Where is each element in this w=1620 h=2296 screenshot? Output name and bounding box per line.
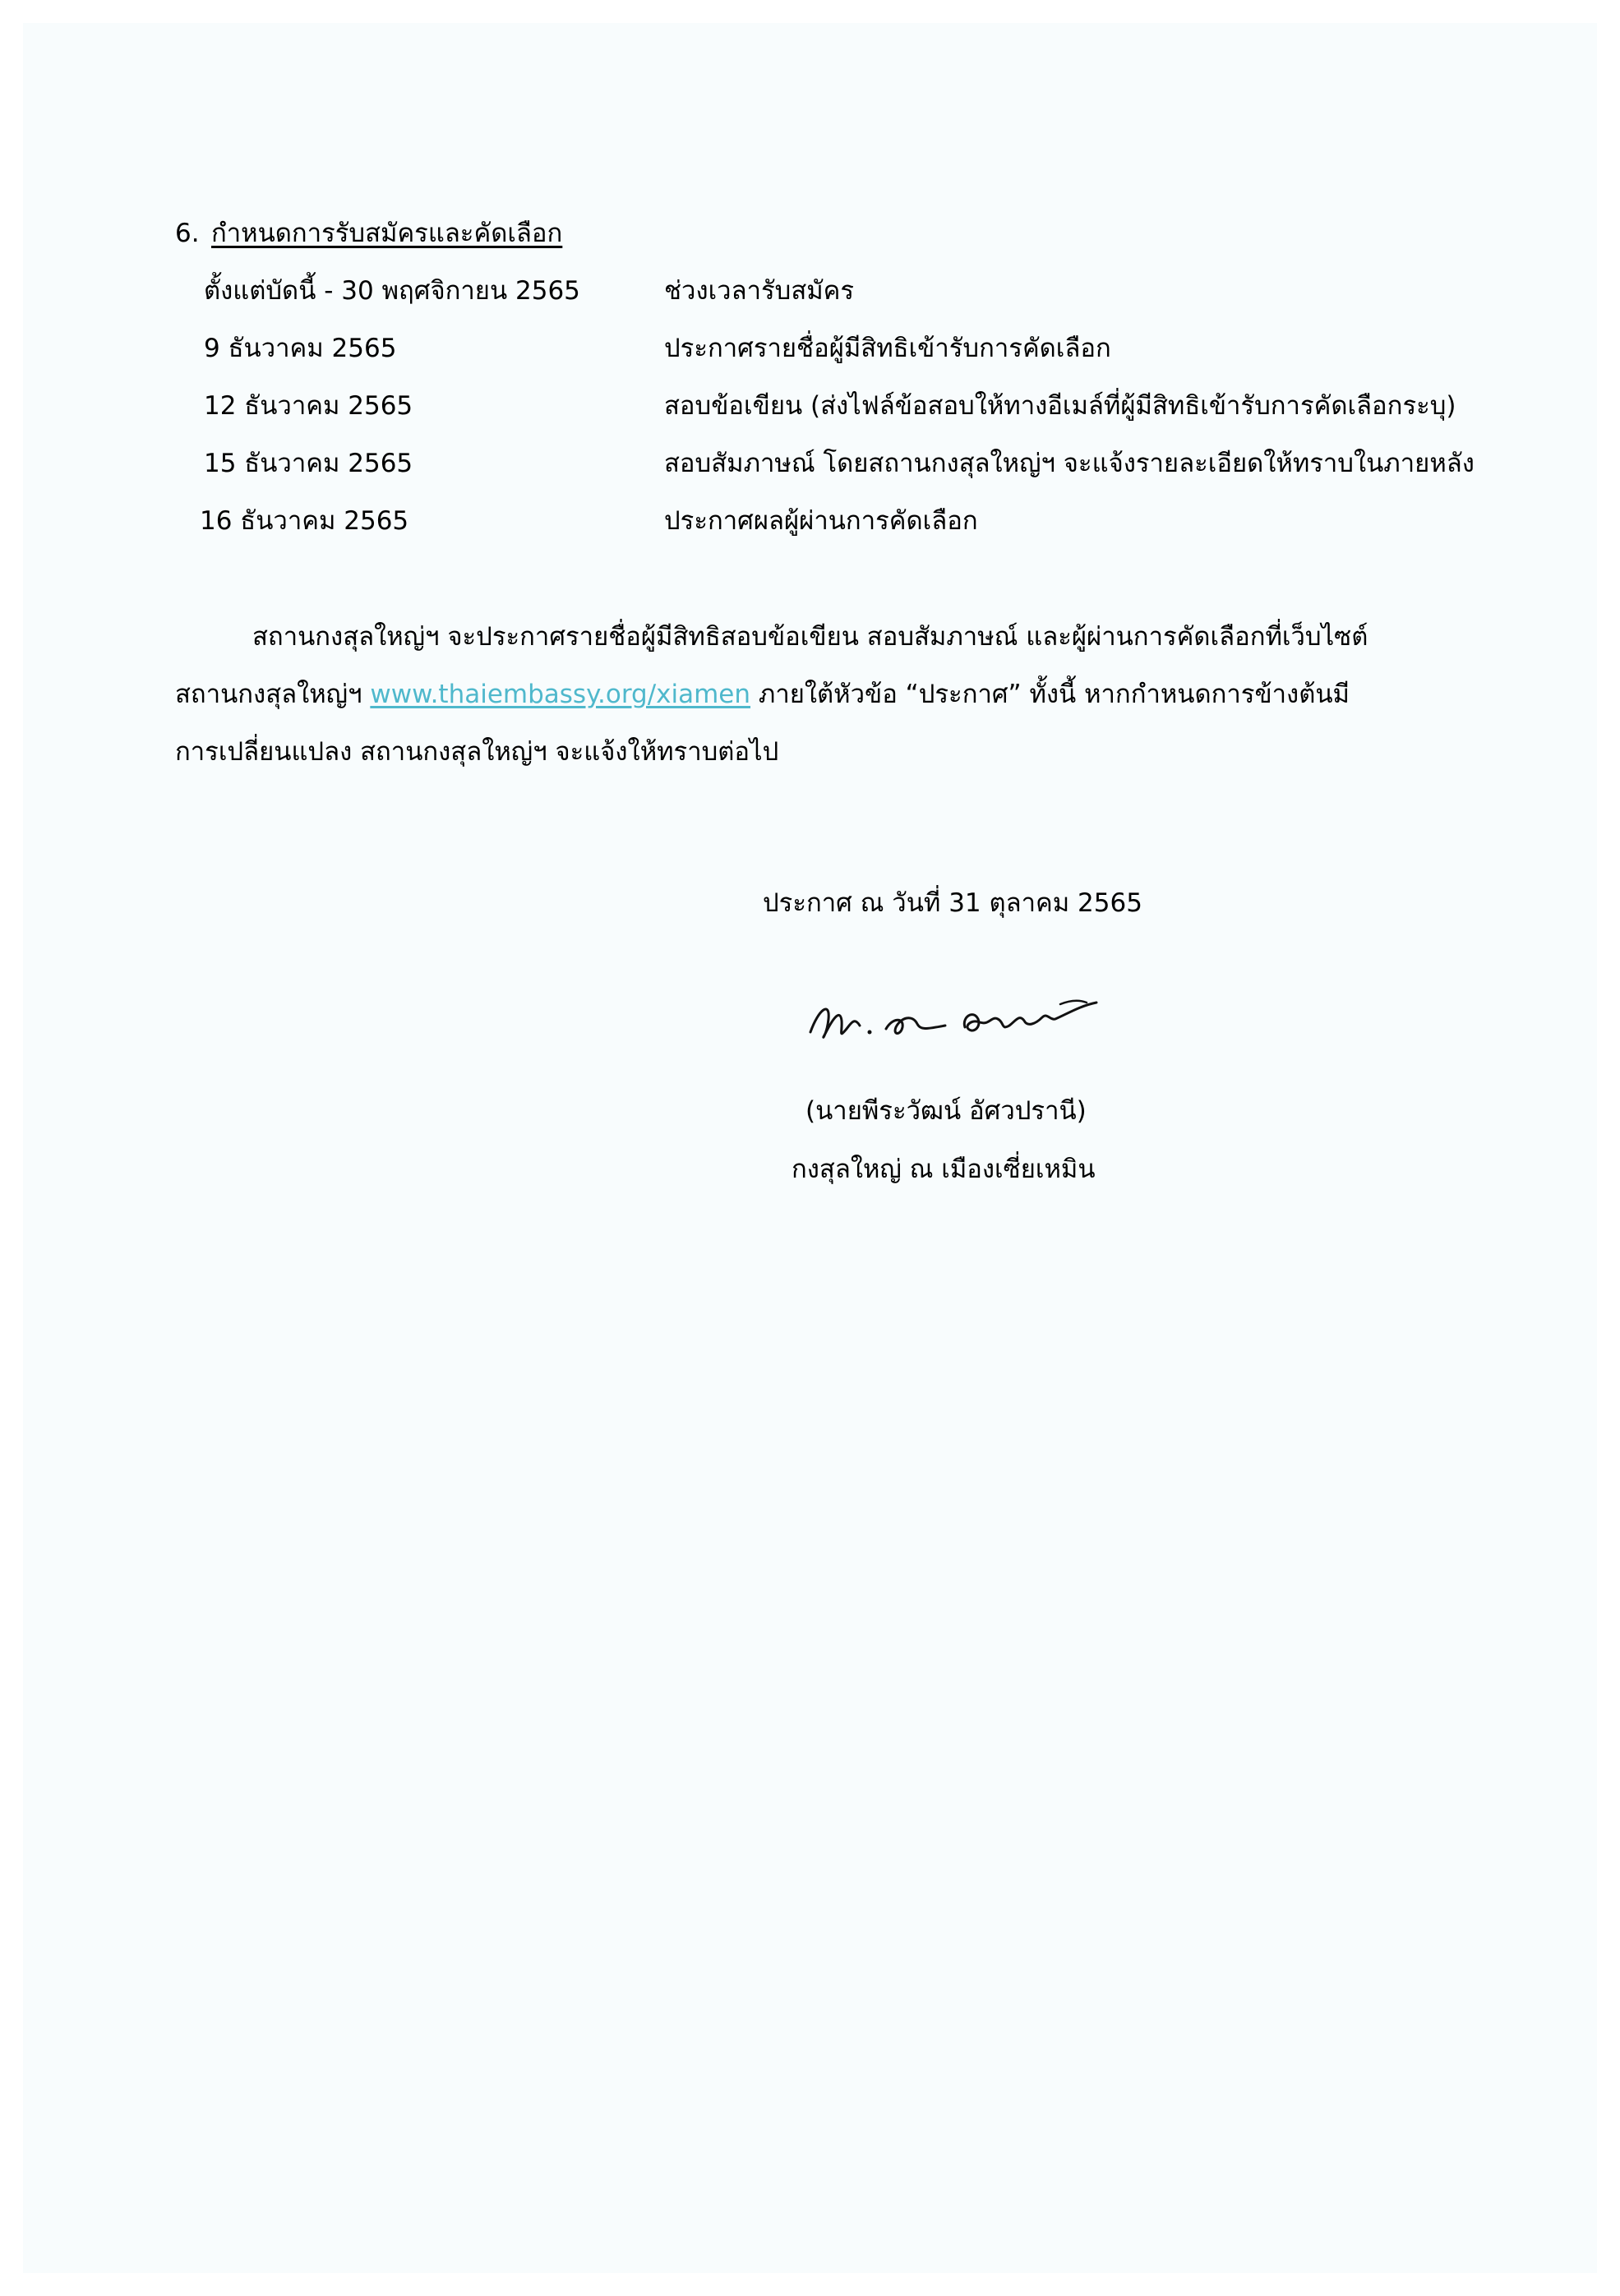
schedule-event: สอบข้อเขียน (ส่งไฟล์ข้อสอบให้ทางอีเมล์ที่ผู้มีสิทธิเข้ารับการคัดเลือกระบุ) bbox=[664, 391, 1456, 421]
section-number: 6. bbox=[175, 219, 200, 248]
schedule-date: 12 ธันวาคม 2565 bbox=[204, 391, 413, 421]
schedule-date: 16 ธันวาคม 2565 bbox=[200, 506, 409, 536]
announcement-date: ประกาศ ณ วันที่ 31 ตุลาคม 2565 bbox=[763, 888, 1142, 918]
signatory-position: กงสุลใหญ่ ณ เมืองเซี่ยเหมิน bbox=[792, 1155, 1096, 1184]
paragraph-line bbox=[175, 678, 1350, 711]
schedule-date: ตั้งแต่บัดนี้ - 30 พฤศจิกายน 2565 bbox=[204, 276, 580, 306]
schedule-event: ประกาศรายชื่อผู้มีสิทธิเข้ารับการคัดเลือก bbox=[664, 334, 1111, 363]
schedule-date: 9 ธันวาคม 2565 bbox=[204, 334, 397, 363]
schedule-event: ช่วงเวลารับสมัคร bbox=[664, 276, 855, 306]
schedule-event: สอบสัมภาษณ์ โดยสถานกงสุลใหญ่ฯ จะแจ้งรายละเอียดให้ทราบในภายหลัง bbox=[664, 449, 1475, 478]
website-link[interactable]: www.thaiembassy.org/xiamen bbox=[370, 680, 751, 709]
handwritten-signature bbox=[804, 984, 1116, 1058]
signatory-name: (นายพีระวัฒน์ อัศวปรานี) bbox=[805, 1096, 1087, 1126]
paragraph-line: การเปลี่ยนแปลง สถานกงสุลใหญ่ฯ จะแจ้งให้ทราบต่อไป bbox=[175, 737, 779, 767]
schedule-date: 15 ธันวาคม 2565 bbox=[204, 449, 413, 478]
section-title: กำหนดการรับสมัครและคัดเลือก bbox=[211, 219, 563, 248]
paragraph-line: สถานกงสุลใหญ่ฯ จะประกาศรายชื่อผู้มีสิทธิสอบข้อเขียน สอบสัมภาษณ์ และผู้ผ่านการคัดเลือกที่เว็บไซต์ bbox=[252, 622, 1368, 652]
schedule-event: ประกาศผลผู้ผ่านการคัดเลือก bbox=[664, 506, 978, 536]
paragraph-text: สถานกงสุลใหญ่ฯ bbox=[175, 680, 371, 709]
paragraph-text: ภายใต้หัวข้อ “ประกาศ” ทั้งนี้ หากกำหนดการข้างต้นมี bbox=[750, 680, 1350, 709]
